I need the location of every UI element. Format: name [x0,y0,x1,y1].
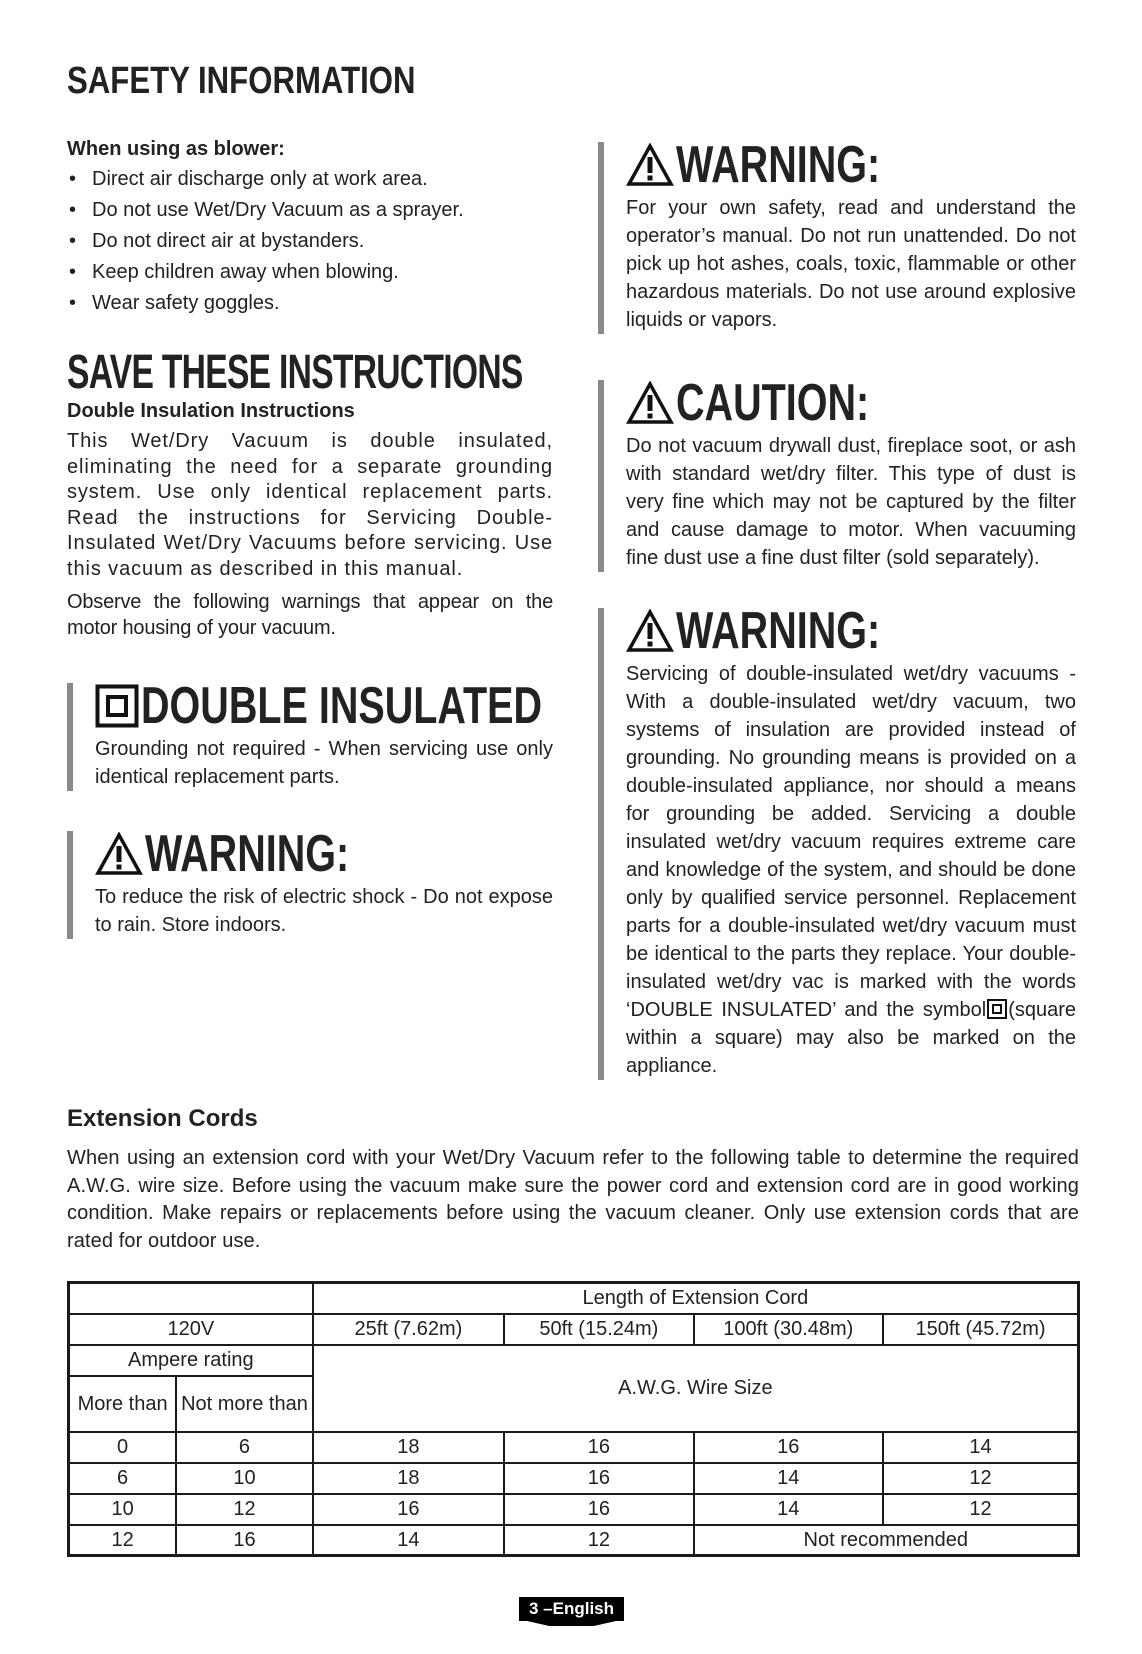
table-row [69,1283,1079,1314]
warning-notice [598,136,1076,334]
table-cell: 14 [883,1432,1078,1463]
servicing-warning-notice [598,602,1076,1080]
table-cell: 12 [176,1494,313,1525]
table-cell: 6 [176,1432,313,1463]
table-row [69,1463,1079,1494]
bullet-icon: • [69,261,77,283]
notice-title: WARNING: [676,602,881,660]
table-cell: 14 [694,1463,883,1494]
list-item: • Keep children away when blowing. [67,257,553,288]
table-cell: 16 [504,1494,693,1525]
table-cell: 16 [504,1432,693,1463]
table-row [69,1314,1079,1345]
length-cell: 25ft (7.62m) [313,1314,504,1345]
left-column [67,136,553,939]
bullet-icon: • [69,230,77,252]
table-cell: 0 [69,1432,177,1463]
table-row [69,1432,1079,1463]
extension-cord-table [67,1281,1080,1557]
table-cell: 14 [313,1525,504,1556]
page-title: SAFETY INFORMATION [67,60,416,102]
double-insulation-subtitle: Double Insulation Instructions [67,400,355,422]
notice-bar [67,683,73,791]
notice-title: WARNING: [676,136,881,194]
table-row [69,1525,1079,1556]
save-instructions-title: SAVE THESE INSTRUCTIONS [67,346,523,399]
not-more-than-header: Not more than [176,1376,313,1432]
notice-bar [598,142,604,334]
bullet-icon: • [69,292,77,314]
length-cell: 50ft (15.24m) [504,1314,693,1345]
warning-triangle-icon [626,381,674,425]
notice-bar [67,831,73,939]
table-cell: 12 [69,1525,177,1556]
warning-triangle-icon [626,143,674,187]
table-cell: 18 [313,1432,504,1463]
voltage-cell: 120V [69,1314,313,1345]
table-cell: 18 [313,1463,504,1494]
not-recommended-cell: Not recommended [694,1525,1079,1556]
notice-body: Servicing of double-insulated wet/dry vacuums - With a double-insulated wet/dry vacuum, two systems of insulation are provided instead of grounding. No grounding means is provided on a double-insulated appliance, nor should a means for grounding be added. Servicing a double insulated wet/dry vacuum requires extreme care and knowledge of the system, and should be done only by qualified service personnel. Replacement parts for a double-insulated wet/dry vacuum must be identical to the parts they replace. Your double-insulated wet/dry vac is marked with the words ‘DOUBLE INSULATED’ and the symbol (square within a square) may also be marked on the appliance. [626,663,1076,1077]
list-item: • Direct air discharge only at work area. [67,164,553,195]
notice-title: WARNING: [145,825,350,883]
table-cell: 14 [694,1494,883,1525]
warning-notice [67,825,553,939]
table-cell: 12 [883,1463,1078,1494]
notice-bar [598,380,604,572]
list-item: • Wear safety goggles. [67,288,553,319]
table-cell: 16 [313,1494,504,1525]
observe-warnings-paragraph: Observe the following warnings that appear on the motor housing of your vacuum. [67,591,553,639]
bullet-icon: • [69,199,77,221]
length-cell: 100ft (30.48m) [694,1314,883,1345]
notice-title: DOUBLE INSULATED [141,677,543,735]
blower-heading: When using as blower: [67,138,285,160]
table-cell: 12 [504,1525,693,1556]
bullet-icon: • [69,168,77,190]
table-cell: 10 [69,1494,177,1525]
table-cell [69,1283,313,1314]
notice-body: Do not vacuum drywall dust, fireplace soot, or ash with standard wet/dry filter. This type of dust is very fine which may not be captured by the filter and cause damage to motor. When vacuuming fine dust use a fine dust filter (sold separately). [626,435,1076,569]
list-item: • Do not direct air at bystanders. [67,226,553,257]
notice-title: CAUTION: [676,374,870,432]
length-cell: 150ft (45.72m) [883,1314,1078,1345]
page-number-label: 3 –English [519,1597,624,1621]
right-column [598,136,1076,1080]
table-cell: 10 [176,1463,313,1494]
extension-cords-paragraph: When using an extension cord with your Wet/Dry Vacuum refer to the following table to determine the required A.W.G. wire size. Before using the vacuum make sure the power cord and extension cord are in good working condition. Make repairs or replacements before using the vacuum cleaner. Only use extension cords that are rated for outdoor use. [67,1147,1079,1252]
awg-header: A.W.G. Wire Size [313,1345,1079,1432]
notice-body: To reduce the risk of electric shock - Do not expose to rain. Store indoors. [95,886,553,936]
blower-list [67,164,553,319]
table-cell: 16 [176,1525,313,1556]
table-cell: 12 [883,1494,1078,1525]
table-row [69,1494,1079,1525]
notice-body: For your own safety, read and understand the operator’s manual. Do not run unattended. Do not pick up hot ashes, coals, toxic, flammable or other hazardous materials. Do not use around explosive liquids or vapors. [626,197,1076,331]
more-than-header: More than [69,1376,177,1432]
list-item: • Do not use Wet/Dry Vacuum as a sprayer. [67,195,553,226]
double-insulated-symbol-icon [987,999,1007,1019]
extension-cords-title: Extension Cords [67,1105,258,1132]
double-insulation-paragraph: This Wet/Dry Vacuum is double insulated, eliminating the need for a separate grounding system. Use only identical replacement parts. Read the instructions for Servicing Double-Insulated Wet/Dry Vacuums before servicing. Use this vacuum as described in this manual. [67,430,553,580]
table-cell: 16 [504,1463,693,1494]
double-insulated-notice [67,677,553,791]
double-insulated-icon [95,684,139,728]
notice-bar [598,608,604,1080]
caution-notice [598,374,1076,572]
table-cell: 16 [694,1432,883,1463]
table-cell: 6 [69,1463,177,1494]
ampere-header: Ampere rating [69,1345,313,1376]
notice-body: Grounding not required - When servicing use only identical replacement parts. [95,738,553,788]
warning-triangle-icon [95,832,143,876]
table-row [69,1345,1079,1376]
length-header: Length of Extension Cord [313,1283,1079,1314]
warning-triangle-icon [626,609,674,653]
